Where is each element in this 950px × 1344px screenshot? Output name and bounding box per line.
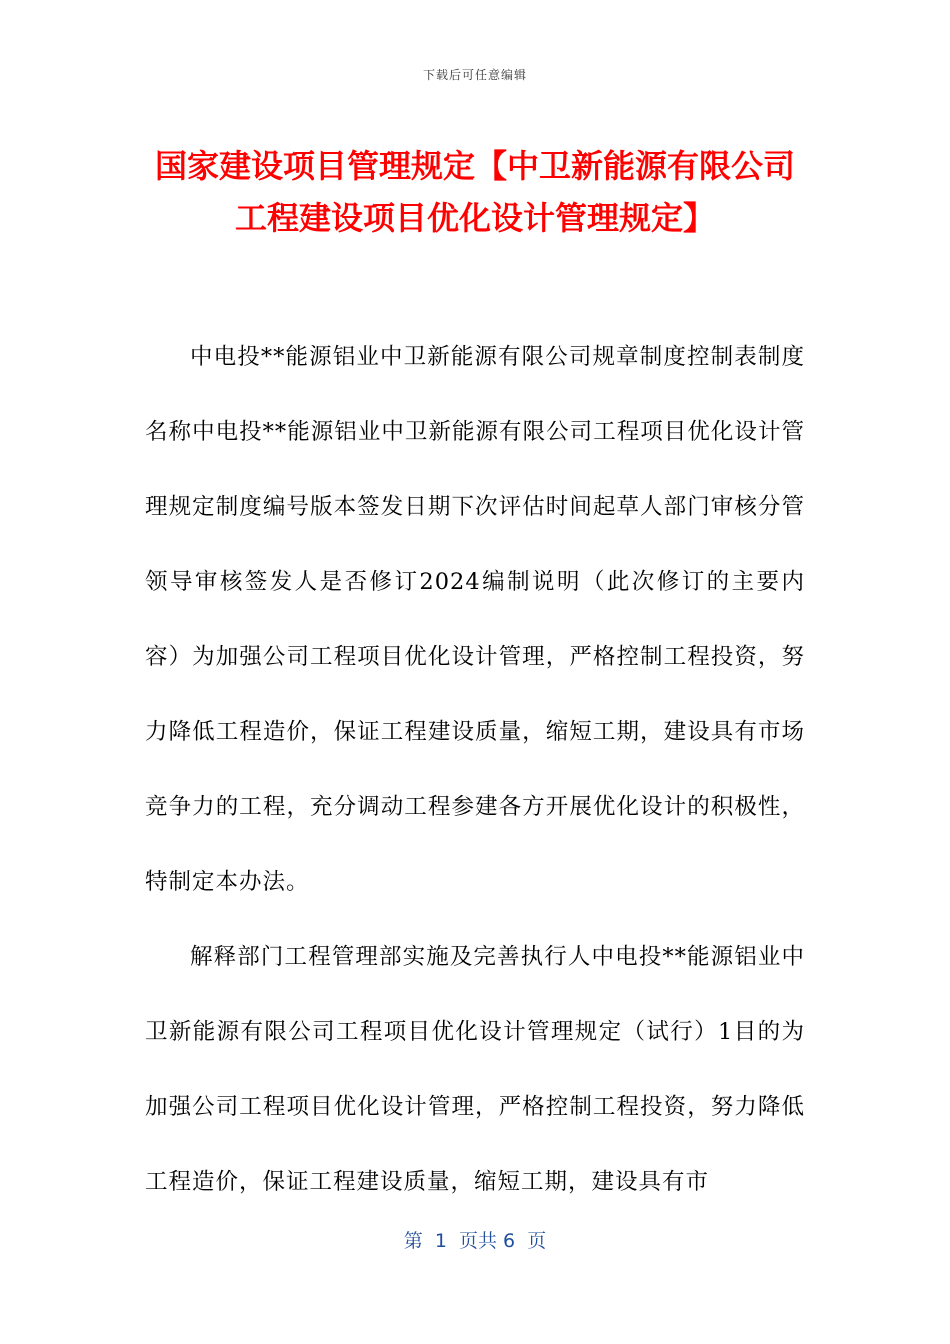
header-note: 下载后可任意编辑: [422, 68, 527, 82]
page-number: 第 1 页共 6 页: [403, 1230, 547, 1252]
document-body: [145, 320, 805, 1220]
paragraph: 解释部门工程管理部实施及完善执行人中电投**能源铝业中卫新能源有限公司工程项目优化设计管理规定（试行）1目的为加强公司工程项目优化设计管理，严格控制工程投资，努力降低工程造价，保证工程建设质量，缩短工期，建设具有市: [145, 944, 805, 1195]
document-title: 国家建设项目管理规定【中卫新能源有限公司工程建设项目优化设计管理规定】: [154, 147, 795, 237]
paragraph: 中电投**能源铝业中卫新能源有限公司规章制度控制表制度名称中电投**能源铝业中卫新能源有限公司工程项目优化设计管理规定制度编号版本签发日期下次评估时间起草人部门审核分管领导审核签发人是否修订2024编制说明（此次修订的主要内容）为加强公司工程项目优化设计管理，严格控制工程投资，努力降低工程造价，保证工程建设质量，缩短工期，建设具有市场竞争力的工程，充分调动工程参建各方开展优化设计的积极性，特制定本办法。: [145, 344, 805, 895]
